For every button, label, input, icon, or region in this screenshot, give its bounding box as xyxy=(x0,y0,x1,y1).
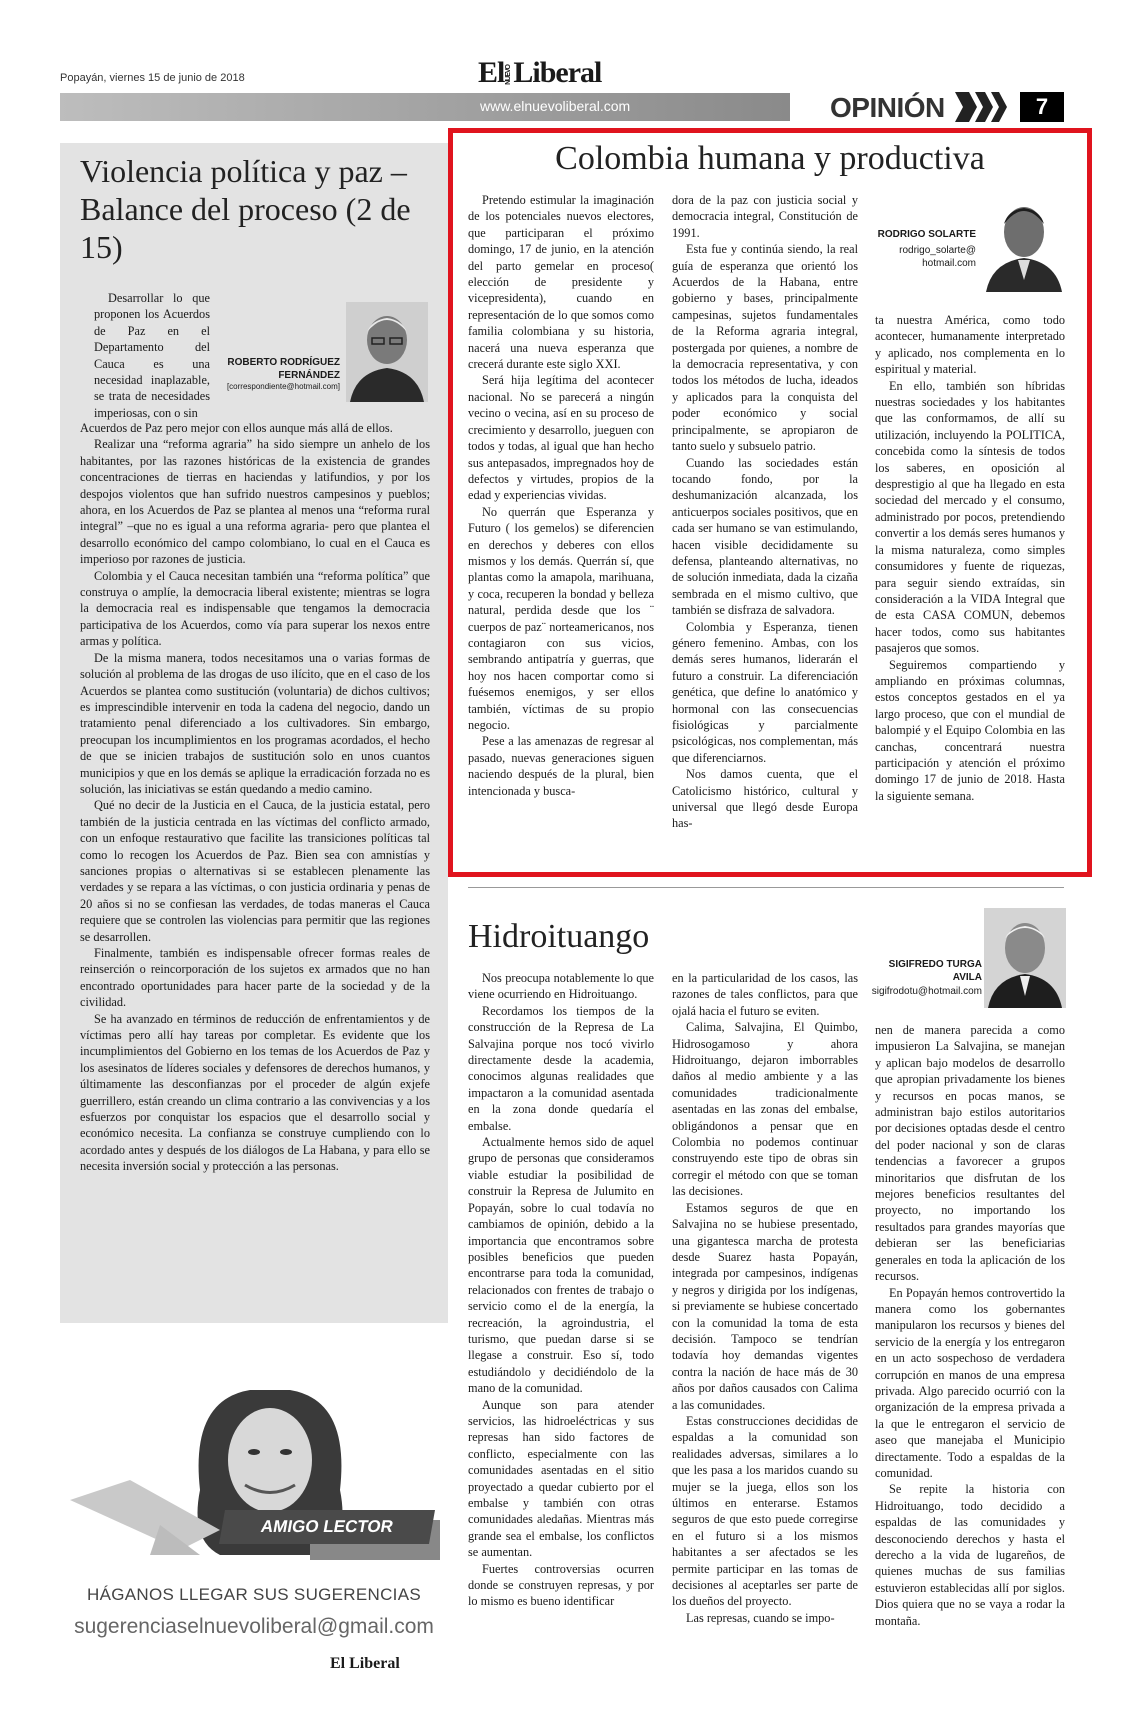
paragraph: No querrán que Esperanza y Futuro ( los gemelos) se diferencien en derechos y deberes con ellos mismos y los demás. Querrán sí, que plantas como la amapola, marihuana, y coca, recuperen la bondad y belleza natural, perdida desde que los ¨ cuerpos de paz¨ norteamericanos, nos contagiaron con sus vicios, sembrando antipatría y guerras, que hoy nos hacen comportar como si fuésemos enemigos, y ser ellos también, víctimas de su propio negocio. xyxy=(468,504,654,732)
hidro-column-2 xyxy=(672,970,858,1626)
author-photo xyxy=(982,190,1066,292)
paragraph: dora de la paz con justicia social y democracia integral, Constitución de 1991. xyxy=(672,193,858,240)
divider xyxy=(468,887,1064,888)
paragraph: en la particularidad de los casos, las razones de tales conflictos, para que ojalá hacia el futuro se eviten. xyxy=(672,971,858,1018)
paragraph: Pese a las amenazas de regresar al pasado, nuevas generaciones siguen naciendo después de la plural, bien intencionada y busca- xyxy=(468,734,654,798)
left-article-author: ROBERTO RODRÍGUEZ FERNÁNDEZ xyxy=(227,357,340,381)
paragraph: Qué no decir de la Justicia en el Cauca, de la justicia estatal, pero también de la justicia centrada en las víctimas del conflicto armado, con un enfoque restaurativo que facilite las transiciones políticas tal como lo recogen los Acuerdos de Paz. Bien sea con amnistías y sanciones propias o alternativas si se establecen plenamente las verdades y se repara a las víctimas, o con justicia ordinaria y penas de 20 años si no se confiesan las verdades, de todas maneras el Cauca requiere que se controlen las violencias para permitir que las regiones se desarrollen. xyxy=(80,798,430,944)
paragraph: Esta fue y continúa siendo, la real guía de esperanza que orientó los Acuerdos de la Habana, entre gobierno y bases, principalmente campesinas, sujetos fundamentales de la Reforma agraria integral, postergada por quienes, a nombre de la democracia representativa, y con todos los métodos de lucha, ideados y aplicados para la conquista del poder económico y social principalmente, se apropiaron de tanto suelo y subsuelo patrio. xyxy=(672,242,858,454)
left-article-title: Violencia política y paz – Balance del proceso (2 de 15) xyxy=(80,153,411,265)
author-photo xyxy=(984,908,1066,1008)
featured-email xyxy=(860,244,976,270)
hidro-column-3 xyxy=(875,1022,1065,1629)
dateline: Popayán, viernes 15 de junio de 2018 xyxy=(60,72,245,84)
left-article-email: [correspondiente@hotmail.com] xyxy=(226,382,340,391)
paragraph: Fuertes controversias ocurren donde se construyen represas, y por lo mismo es bueno identificar xyxy=(468,1561,654,1609)
hidro-column-1 xyxy=(468,970,654,1610)
paragraph: Realizar una “reforma agraria” ha sido siempre un anhelo de los habitantes, por las razones históricas de la existencia de grandes concentraciones de tierras en haciendas y latifundios, y por los despojos violentos que han sufrido nuestros campesinos y pueblos; ahora, en los Acuerdos de Paz se plantea al menos una “reforma rural integral” –que no es igual a una reforma agraria- pero que plantea el desarrollo económico del campo colombiano, lo cual en el Cauca es imperioso por razones de justicia. xyxy=(80,437,430,567)
paragraph: Aunque son para atender servicios, las hidroeléctricas y sus represas han sido factores de conflicto, especialmente con las comunidades asentadas en el sitio proyectado a quedar cubierto por el embalse y también con otras comunidades aledañas. Mientras más grande sea el embalse, los conflictos se aumentan. xyxy=(468,1397,654,1560)
featured-author: RODRIGO SOLARTE xyxy=(877,229,976,240)
paragraph: Se ha avanzado en términos de reducción de enfrentamientos y de víctimas pero allí hay tareas por completar. Es evidente que los incumplimientos del Gobierno en los temas de los Acuerdos de Paz y los asesinatos de líderes sociales y defensores de derechos humanos, y últimamente las desconfianzas por el proceder de algún exjefe guerrillero, están creando un clima contrario a las convivencias y a los esfuerzos por conquistar los espacios que el desarrollo social y económico necesita. La confianza se construye cumpliendo con lo acordado antes y después de los diálogos de La Habana, y para ello se necesita inversión social y protección a las personas. xyxy=(80,1011,430,1174)
paragraph: Estamos seguros de que en Salvajina no se hubiese presentado, una gigantesca marcha de protesta desde Suarez hasta Popayán, integrada por campesinos, indígenas y negros y dirigida por los indígenas, si previamente se hubiese concertado con la comunidad la toma de esta decisión. Tampoco se tendrían todavía hoy demandas vigentes contra la nación de hace más de 30 años por daños causados con Calima a las comunidades. xyxy=(672,1200,858,1412)
chevron-icon xyxy=(955,92,1015,122)
paragraph: ta nuestra América, como todo acontecer, humanamente interpretado y aplicado, nos complementa en lo espiritual y material. xyxy=(875,313,1065,377)
website-link[interactable]: www.elnuevoliberal.com xyxy=(480,98,631,114)
paragraph: Las represas, cuando se impo- xyxy=(686,1610,835,1625)
paragraph: Seguiremos compartiendo y ampliando en próximas columnas, estos conceptos gestados en el ya largo proceso, que con el mundial de balompié y el Equipo Colombia en las canchas, concentrará nuestra participación y atención el próximo domingo 17 de junio de 2018. Hasta la siguiente semana. xyxy=(875,657,1065,803)
paragraph: Actualmente hemos sido de aquel grupo de personas que consideramos viable estudiar la posibilidad de construir la Represa de Julumito en Popayán, sobre lo cual todavía no cambiamos de opinión, debido a la importancia que encontramos sobre posibles beneficios que pueden encontrarse para toda la comunidad, relacionados con frentes de trabajo o servicio como el de la energía, la recreación, la agroindustria, el turismo, que puedan darse si se llegase a construir. Eso sí, todo estudiándolo y decidiéndolo de la mano de la comunidad. xyxy=(468,1135,654,1396)
ad-subtitle: HÁGANOS LLEGAR SUS SUGERENCIAS xyxy=(87,1585,421,1604)
paragraph: Pretendo estimular la imaginación de los potenciales nuevos electores, que participaran el próximo domingo, 17 de junio, en la atención del parto gemelar en proceso( elección de presidente y vicepresidenta), cuando en representación de lo que somos como familia colombiana y su historia, nacerá una nueva esperanza que crecerá durante este siglo XXI. xyxy=(468,193,654,372)
header-bar xyxy=(60,93,790,121)
paragraph: Nos preocupa notablemente lo que viene ocurriendo en Hidroituango. xyxy=(468,971,654,1002)
featured-column-1 xyxy=(468,192,654,799)
featured-column-3 xyxy=(875,312,1065,804)
ad-email-link[interactable]: sugerenciaselnuevoliberal@gmail.com xyxy=(74,1615,434,1638)
ad-banner: AMIGO LECTOR xyxy=(219,1510,435,1544)
paragraph: Acuerdos de Paz pero mejor con ellos aunque más allá de ellos. xyxy=(80,421,393,435)
paragraph: Estas construcciones decididas de espaldas a la comunidad son realidades adversas, similares a lo que les pasa a los maridos cuando su mujer se la juega, ellos son los últimos en enterarse. Estamos seguros de que esto puede corregirse en el futuro si a los mismos habitantes a ser afectados se les permite participar en las tomas de decisiones al aceptarles ser parte de los dueños del proyecto. xyxy=(672,1413,858,1609)
paragraph: En Popayán hemos controvertido la manera como los gobernantes manipularon los recursos y bienes del servicio de la energía y los entregaron en un acto sospechoso de verdadera corrupción en manos de una empresa privada. Algo parecido ocurrió con la organización de la empresa privada a la que le entregaron el servicio de aseo que manejaba el Municipio directamente. Todo a espaldas de la comunidad. xyxy=(875,1285,1065,1480)
featured-column-2 xyxy=(672,192,858,832)
hidro-email: sigifrodotu@hotmail.com xyxy=(871,986,982,997)
paragraph: Recordamos los tiempos de la construcción de la Represa de La Salvajina porque nos tocó vivirlo directamente desde la academia, conocimos algunas realidades que impactaron a la comunidad asentada en la zona donde quedaría el embalse. xyxy=(468,1003,654,1133)
hidro-article-title: Hidroituango xyxy=(468,918,650,955)
paragraph: Será hija legítima del acontecer nacional. No se parecerá a ningún vecino o vecina, así en su proceso de crecimiento y desarrollo, jueguen con todos y todas, al igual que han hecho sus antepasados, impregnados hoy de defectos y virtudes, propios de la edad y experiencias vividas. xyxy=(468,373,654,503)
email-line: hotmail.com xyxy=(922,258,976,269)
paragraph: Se repite la historia con Hidroituango, todo decidido a espaldas de las comunidades y desconociendo derechos y hasta el derecho a la vida de lugareños, de quienes muchas de sus familias estuvieron establecidas allí por siglos. Dios quiera que no se vaya a rodar la montaña. xyxy=(875,1482,1065,1628)
left-article-lead xyxy=(94,290,210,421)
paragraph: Calima, Salvajina, El Quimbo, Hidrosogamoso y ahora Hidroituango, dejaron imborrables daños al medio ambiente y a las comunidades tradicionalmente asentadas en las zonas del embalse, obligándonos a pensar que en Colombia no podemos continuar construyendo este tipo de obras sin corregir el método con que se toman las decisiones. xyxy=(672,1020,858,1199)
paragraph: Nos damos cuenta, que el Catolicismo histórico, cultural y universal que llegó desde Europa has- xyxy=(672,767,858,831)
newspaper-logo xyxy=(478,56,601,90)
email-line: rodrigo_solarte@ xyxy=(899,245,976,256)
section-title: OPINIÓN xyxy=(830,92,945,123)
paragraph: Desarrollar lo que proponen los Acuerdos de Paz en el Departamento del Cauca es una necesidad inaplazable, se trata de necesidades imperiosas, con o sin xyxy=(94,291,210,420)
paragraph: nen de manera parecida a como impusieron La Salvajina, se manejan y aplican bajo modelos de desarrollo que apropian privadamente los bienes y recursos en pocas manos, se administran bajo estilos autoritarios por decisiones optadas desde el centro del poder nacional y son de claras tendencias a favorecer a grupos minoritarios que disfrutan de los mejores beneficios resultantes del proyecto, no importando los resultados para grandes mayorías que debieran ser las beneficiarias generales en toda la aplicación de los recursos. xyxy=(875,1023,1065,1284)
paragraph: De la misma manera, todos necesitamos una o varias formas de solución al problema de las drogas de uso ilícito, que en el caso de los Acuerdos se plantea como sustitución (voluntaria) de dichos cultivos; es imprescindible intervenir en toda la cadena del negocio, dando un tratamiento penal diferenciado a los cultivadores. Sin embargo, preocupan los incumplimientos en los programas acordados, el hecho de que se inicien trabajos de sustitución solo en unos cuantos municipios y que en los demás se aplique la erradicación forzada no es solución, las iniciativas se están quedando a medio camino. xyxy=(80,650,430,796)
left-article-body xyxy=(80,420,430,1175)
hidro-author: SIGIFREDO TURGA AVILA xyxy=(888,959,982,983)
page-number: 7 xyxy=(1020,92,1064,122)
logo-el: El xyxy=(478,56,505,89)
logo-liberal: Liberal xyxy=(513,56,602,89)
paragraph: Colombia y Esperanza, tienen género femenino. Ambas, con los demás seres humanos, liderarán el futuro a construir. La diferenciación genética, que define lo anatómico y hormonal con las consecuencias fisiológicas y parcialmente psicológicas, nos complementan, más que diferenciarnos. xyxy=(672,619,858,765)
author-photo xyxy=(346,302,428,402)
paragraph: Finalmente, también es indispensable ofrecer formas reales de reinserción o reincorporación de los sujetos ex armados que no han encontrado oportunidades para hacer parte de la sociedad y de la civilidad. xyxy=(80,946,430,1010)
logo-nuevo: NUEVO xyxy=(505,65,513,86)
featured-article-title: Colombia humana y productiva xyxy=(555,140,985,177)
paragraph: Colombia y el Cauca necesitan también una “reforma política” que construya o amplíe, la democracia liberal existente; mientras se logra la democracia real es indispensable que tengamos la democracia participativa de los Acuerdos, como vía para superar los nexos entre armas y política. xyxy=(80,568,430,649)
paragraph: En ello, también son híbridas nuestras sociedades y los habitantes que las conformamos, de allí su utilización, incluyendo la POLITICA, concebida como la síntesis de todos los saberes, en oposición al desprestigio al que ha llegado en esta sociedad del mercado y el consumo, administrado por pocos, pretendiendo convertir a los demás seres humanos y la misma naturaleza, como simples consumidores y fuente de riquezas, para seguir siendo extraídas, sin consideración a la VIDA Integral que de esta CASA COMUN, debemos hacer todos, como sus habitantes pasajeros que somos. xyxy=(875,378,1065,656)
paragraph: Cuando las sociedades están tocando fondo, por la deshumanización alcanzada, los anticuerpos sociales positivos, que en cada ser humano se van estimulando, hacen visible decididamente su defensa, planteando alternativas, no de solución inmediata, dada la cizaña sembrada en el mismo cultivo, que también se disfraza de salvadora. xyxy=(672,455,858,618)
ad-logo: El Liberal xyxy=(330,1655,400,1672)
